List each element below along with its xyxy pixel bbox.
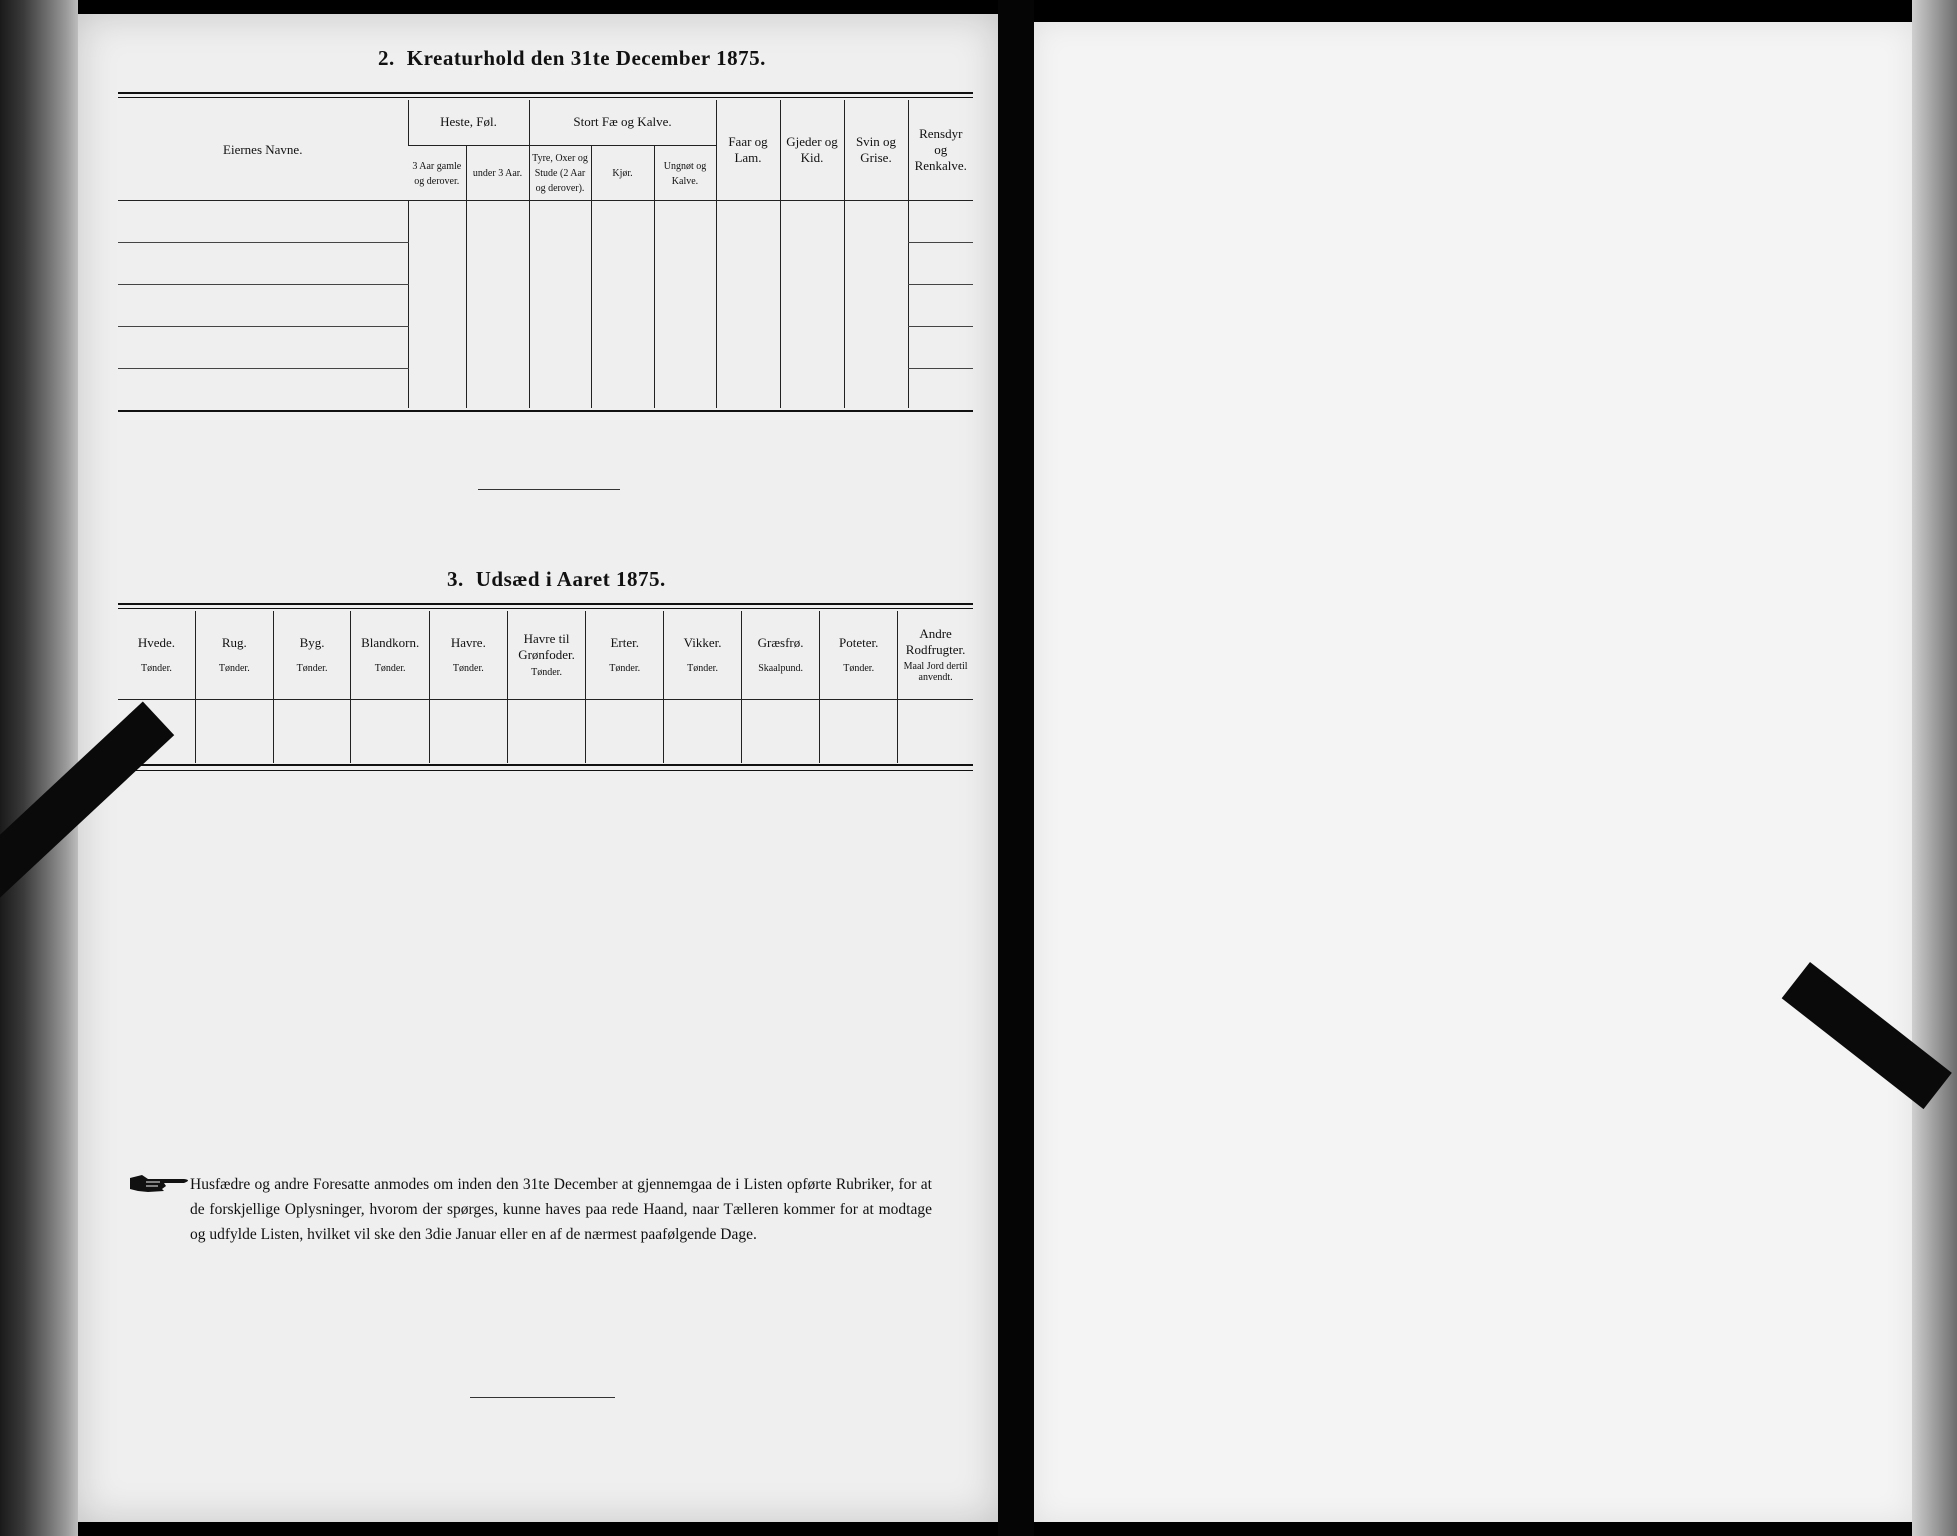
calves-header: Ungnøt og Kalve. (654, 145, 716, 200)
wheat-header: Hvede. Tønder. (118, 611, 195, 699)
horses-3yr-header: 3 Aar gamle og derover. (408, 145, 466, 200)
right-page-blank (1034, 22, 1912, 1522)
book-gutter (998, 0, 1034, 1536)
table3-bottom-rule (118, 764, 973, 766)
table2-bottom-rule (118, 410, 973, 412)
footer-separator (470, 1397, 615, 1398)
table-row (118, 699, 973, 763)
peas-header: Erter. Tønder. (586, 611, 664, 699)
grass-seed-header: Græsfrø. Skaalpund. (742, 611, 820, 699)
horses-header: Heste, Føl. (408, 100, 529, 145)
oats-header: Havre. Tønder. (429, 611, 507, 699)
sowing-table (118, 611, 973, 763)
table3-top-rule (118, 603, 973, 605)
table2-top-rule-2 (118, 97, 973, 98)
section2-number: 2. (378, 46, 395, 70)
cattle-header: Stort Fæ og Kalve. (529, 100, 716, 145)
book-spine (0, 0, 78, 1536)
table3-top-rule-2 (118, 608, 973, 609)
mixed-grain-header: Blandkorn. Tønder. (351, 611, 429, 699)
bulls-header: Tyre, Oxer og Stude (2 Aar og derover). (529, 145, 591, 200)
horses-under3-header: under 3 Aar. (466, 145, 529, 200)
oats-fodder-header: Havre til Grønfoder. Tønder. (507, 611, 586, 699)
section-separator (478, 489, 620, 490)
sheep-header: Faar og Lam. (716, 100, 780, 200)
table-row (118, 284, 973, 326)
livestock-table (118, 100, 973, 408)
table-row (118, 326, 973, 368)
table-row (118, 368, 973, 408)
pigs-header: Svin og Grise. (844, 100, 908, 200)
root-crops-header: Andre Rodfrugter. Maal Jord dertil anvendt. (898, 611, 973, 699)
page-edges (1912, 0, 1957, 1536)
table2-top-rule (118, 92, 973, 94)
goats-header: Gjeder og Kid. (780, 100, 844, 200)
cows-header: Kjør. (591, 145, 654, 200)
pointing-hand-icon (128, 1172, 196, 1194)
table-row (118, 200, 973, 242)
instructions-notice: Husfædre og andre Foresatte anmodes om inden den 31te December at gjennemgaa de i Listen opførte Rubriker, for at de forskjellige Oplysninger, hvorom der spørges, kunne haves paa rede Haand, naar Tælleren kommer for at modtage og udfylde Listen, hvilket vil ske den 3die Januar eller en af de nærmest paafølgende Dage. (190, 1176, 932, 1243)
vetch-header: Vikker. Tønder. (664, 611, 742, 699)
potatoes-header: Poteter. Tønder. (820, 611, 898, 699)
barley-header: Byg. Tønder. (273, 611, 351, 699)
section2-title (378, 46, 766, 71)
table3-bottom-rule-2 (118, 770, 973, 771)
section3-number: 3. (447, 567, 464, 591)
section3-title (447, 567, 666, 592)
section3-heading: Udsæd i Aaret 1875. (475, 567, 666, 591)
section2-heading: Kreaturhold den 31te December 1875. (406, 46, 766, 70)
table-row (118, 242, 973, 284)
owner-name-header: Eiernes Navne. (118, 100, 408, 200)
reindeer-header: Rensdyr og Renkalve. (908, 100, 973, 200)
rye-header: Rug. Tønder. (195, 611, 273, 699)
